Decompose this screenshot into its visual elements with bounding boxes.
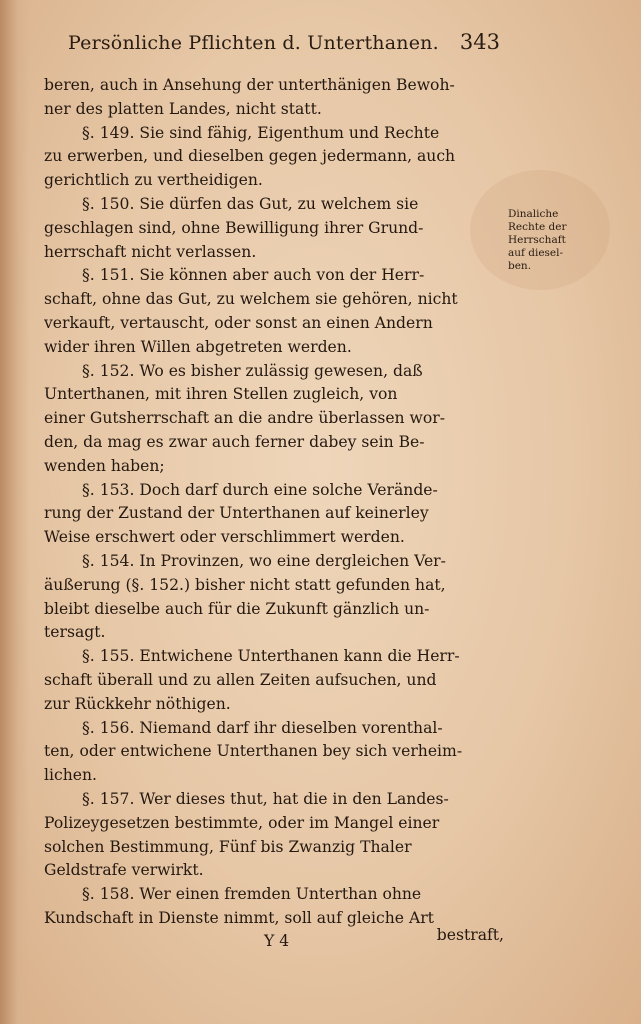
marginal-note-line: Rechte der	[508, 221, 567, 233]
page-footer	[44, 926, 504, 956]
text-line: rung der Zustand der Unterthanen auf keinerley	[44, 504, 429, 523]
marginal-note	[508, 208, 588, 273]
text-line: lichen.	[44, 766, 97, 785]
running-header	[68, 30, 500, 62]
paragraph-first-line: §. 149. Sie sind fähig, Eigenthum und Rechte	[82, 123, 440, 142]
page-gutter	[0, 0, 30, 1024]
marginal-note-line: auf diesel-	[508, 247, 564, 259]
text-line: schaft überall und zu allen Zeiten aufsuchen, und	[44, 670, 437, 689]
marginal-note-line: Dinaliche	[508, 208, 559, 220]
page-number: 343	[459, 30, 500, 54]
text-line: Kundschaft in Dienste nimmt, soll auf gleiche Art	[44, 908, 434, 927]
text-line: Unterthanen, mit ihren Stellen zugleich, von	[44, 385, 398, 404]
text-line: Weise erschwert oder verschlimmert werden.	[44, 528, 405, 547]
text-line: ten, oder entwichene Unterthanen bey sich verheim-	[44, 742, 463, 761]
catchword: bestraft,	[436, 926, 504, 944]
text-line: gerichtlich zu vertheidigen.	[44, 171, 263, 190]
paragraph-first-line: §. 153. Doch darf durch eine solche Verände-	[82, 480, 438, 499]
marginal-note-line: Herrschaft	[508, 234, 566, 246]
text-line: schaft, ohne das Gut, zu welchem sie gehören, nicht	[44, 290, 458, 309]
signature-mark: Y 4	[264, 932, 290, 950]
text-line: zu erwerben, und dieselben gegen jedermann, auch	[44, 147, 456, 166]
paragraph-first-line: §. 152. Wo es bisher zulässig gewesen, daß	[82, 361, 423, 380]
text-line: herrschaft nicht verlassen.	[44, 242, 257, 261]
paragraph-first-line: §. 151. Sie können aber auch von der Herr-	[82, 266, 425, 285]
paragraph-first-line: §. 154. In Provinzen, wo eine dergleichen Ver-	[82, 551, 446, 570]
running-title: Persönliche Pflichten d. Unterthanen.	[68, 32, 439, 54]
text-line: wenden haben;	[44, 456, 165, 475]
main-text	[44, 74, 504, 931]
text-line: äußerung (§. 152.) bisher nicht statt gefunden hat,	[44, 575, 446, 594]
text-line: Geldstrafe verwirkt.	[44, 861, 204, 880]
paragraph-first-line: §. 157. Wer dieses thut, hat die in den Landes-	[82, 789, 449, 808]
text-line: geschlagen sind, ohne Bewilligung ihrer Grund-	[44, 218, 424, 237]
text-line: solchen Bestimmung, Fünf bis Zwanzig Thaler	[44, 837, 412, 856]
paragraph-first-line: §. 156. Niemand darf ihr dieselben vorenthal-	[82, 718, 443, 737]
paragraph-first-line: §. 158. Wer einen fremden Unterthan ohne	[82, 885, 422, 904]
text-line: beren, auch in Ansehung der unterthänigen Bewoh-	[44, 76, 455, 94]
text-line: wider ihren Willen abgetreten werden.	[44, 337, 352, 356]
text-line: tersagt.	[44, 623, 106, 642]
text-line: verkauft, vertauscht, oder sonst an einen Andern	[44, 313, 433, 332]
paragraph-first-line: §. 150. Sie dürfen das Gut, zu welchem sie	[82, 194, 419, 213]
marginal-note-line: ben.	[508, 260, 532, 272]
text-line: bleibt dieselbe auch für die Zukunft gänzlich un-	[44, 599, 430, 618]
paragraph-first-line: §. 155. Entwichene Unterthanen kann die Herr-	[82, 647, 460, 666]
text-line: einer Gutsherrschaft an die andre überlassen wor-	[44, 409, 446, 428]
text-line: den, da mag es zwar auch ferner dabey sein Be-	[44, 432, 425, 451]
text-line: ner des platten Landes, nicht statt.	[44, 99, 322, 118]
text-line: Polizeygesetzen bestimmte, oder im Mangel einer	[44, 813, 440, 832]
text-line: zur Rückkehr nöthigen.	[44, 694, 231, 713]
